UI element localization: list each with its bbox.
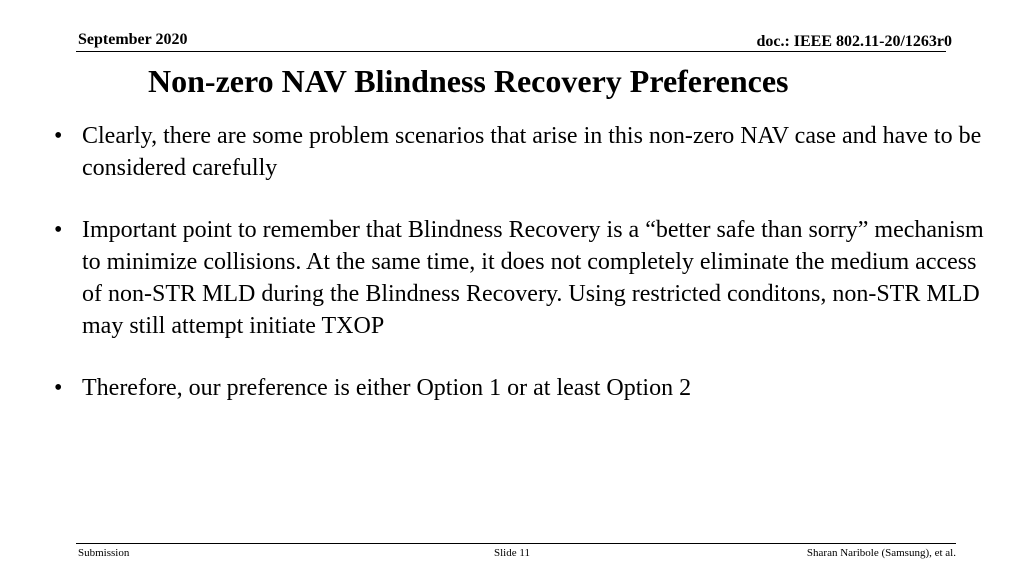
header-date: September 2020 — [78, 31, 188, 48]
header-doc-id: doc.: IEEE 802.11-20/1263r0 — [756, 33, 952, 50]
bullet-text: Clearly, there are some problem scenarios that arise in this non-zero NAV case and have to be considered carefully — [82, 123, 982, 181]
slide-title: Non-zero NAV Blindness Recovery Preferences — [148, 63, 789, 99]
footer-author: Sharan Naribole (Samsung), et al. — [806, 547, 956, 559]
bullet-item — [52, 214, 1002, 342]
header-divider — [76, 51, 946, 52]
bullet-icon: • — [54, 123, 63, 149]
bullet-item — [52, 372, 1002, 404]
bullet-text: Important point to remember that Blindness Recovery is a “better safe than sorry” mechanism to minimize collisions. At the same time, it does not completely eliminate the medium access of non-STR MLD during the Blindness Recovery. Using restricted conditons, non-STR MLD may still attempt initiate TXOP — [82, 217, 984, 339]
bullet-item — [52, 120, 1002, 184]
bullet-text: Therefore, our preference is either Option 1 or at least Option 2 — [82, 375, 692, 401]
footer-submission: Submission — [78, 547, 130, 559]
bullet-icon: • — [54, 217, 63, 243]
bullet-list — [52, 120, 1002, 434]
footer-divider — [76, 543, 956, 544]
footer-slide-number: Slide 11 — [494, 547, 530, 559]
bullet-icon: • — [54, 375, 63, 401]
